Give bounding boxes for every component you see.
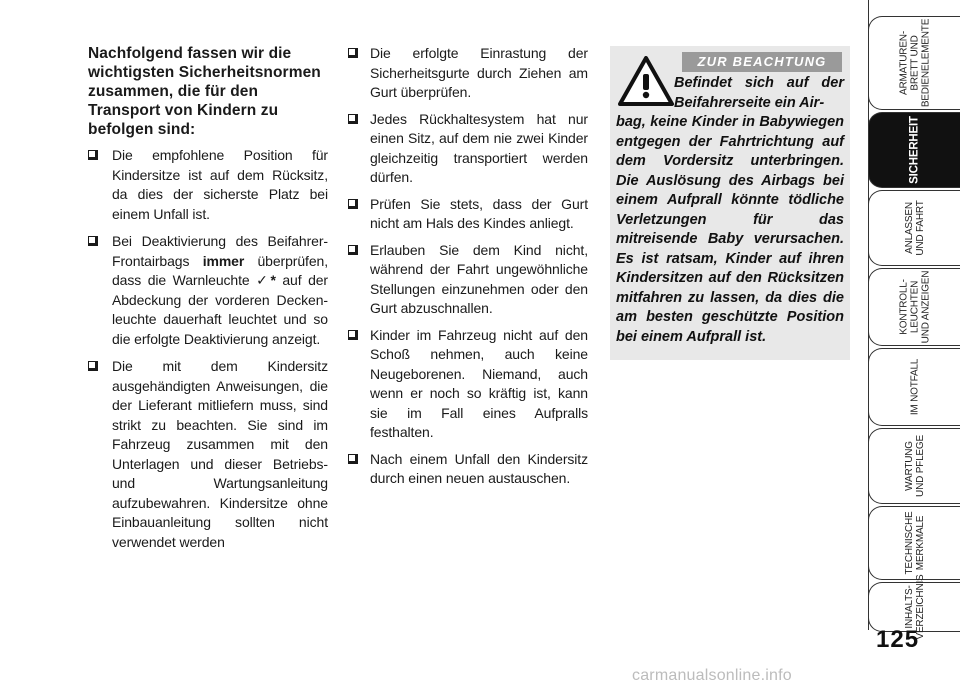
airbag-off-warning-light-icon: ✓* <box>256 272 276 288</box>
item-text: Kinder im Fahrzeug nicht auf den Schoß nehmen, auch keine Neugeborenen. Niemand, auch wenn er noch so kräftig ist, kann sie im Fall eines Aufpralls festhalten. <box>370 326 588 440</box>
list-item <box>348 110 588 188</box>
watermark: carmanualsonline.info <box>632 667 792 684</box>
chapter-tab-label: ARMATUREN- BRETT UND BEDIENELEMENTE <box>898 18 932 108</box>
checkbox-bullet-icon <box>348 199 358 209</box>
warning-body: bag, keine Kinder in Babywiegen entgegen der Fahrtrichtung auf dem Vordersitz unterbringen. Die Auslösung des Airbags bei einem Aufprall könnte tödliche Verletzungen für das mitreisende Baby verursachen. Es ist ratsam, Kinder auf ihren Kindersitzen auf den Rücksitzen mitfahren zu lassen, da dies die am besten geschützte Position bei einem Aufprall ist. <box>616 114 844 345</box>
chapter-tab-3[interactable] <box>868 268 960 346</box>
checkbox-bullet-icon <box>348 114 358 124</box>
chapter-tab-label: ANLASSEN UND FAHRT <box>904 200 926 256</box>
item-text: Die empfohlene Position für Kindersitze ist auf dem Rücksitz, da dies der sicherste Platz bei einem Unfall ist. <box>112 147 328 222</box>
item-text-mid: überprüfen, dass die Warnleuchte <box>112 252 329 288</box>
checkbox-bullet-icon <box>348 48 358 58</box>
list-item <box>348 326 588 443</box>
list-item <box>88 357 328 552</box>
list-item <box>348 241 588 319</box>
chapter-tab-label: KONTROLL- LEUCHTEN UND ANZEIGEN <box>898 270 932 344</box>
chapter-tab-1[interactable] <box>868 112 960 188</box>
chapter-tab-label: TECHNISCHE MERKMALE <box>904 511 926 575</box>
list-item <box>348 450 588 489</box>
item-text-pre: Bei Deaktivierung des Beifahrer-Frontairbags <box>112 233 328 269</box>
list-item <box>348 44 588 103</box>
chapter-tab-4[interactable] <box>868 348 960 426</box>
chapter-tab-label: IM NOTFALL <box>909 358 921 416</box>
left-column <box>88 44 328 560</box>
item-text: Jedes Rückhaltesystem hat nur einen Sitz, auf dem nie zwei Kinder gleichzeitig transportiert werden dürfen. <box>370 110 588 185</box>
chapter-tab-6[interactable] <box>868 506 960 580</box>
warning-box <box>610 46 850 360</box>
checkbox-bullet-icon <box>88 150 98 160</box>
chapter-sidebar <box>868 0 960 692</box>
checkbox-bullet-icon <box>88 236 98 246</box>
page-number: 125 <box>876 626 920 653</box>
item-text: Nach einem Unfall den Kindersitz durch einen neuen austauschen. <box>370 450 588 486</box>
chapter-tab-label: WARTUNG UND PFLEGE <box>904 435 926 497</box>
chapter-tab-2[interactable] <box>868 190 960 266</box>
warning-label: ZUR BEACHTUNG <box>682 52 842 72</box>
chapter-tab-5[interactable] <box>868 428 960 504</box>
list-item <box>88 232 328 349</box>
chapter-tab-label: SICHERHEIT <box>908 116 921 184</box>
item-text-emphasis: immer <box>202 252 245 269</box>
checkbox-bullet-icon <box>348 454 358 464</box>
list-item <box>88 146 328 224</box>
item-text: Die mit dem Kindersitz ausgehändigten Anweisungen, die der Lieferant mitliefern muss, sind strikt zu beachten. Sie sind im Fahrzeug zusammen mit den Unterlagen und dieser Betriebs- und Wartungsanleitung aufzubewahren. Kindersitze ohne Einbauanleitung sollten nicht verwendet werden <box>112 358 328 550</box>
warning-text <box>616 74 844 347</box>
chapter-tab-label: INHALTS- VERZEICHNIS <box>904 574 926 640</box>
middle-column <box>348 44 588 496</box>
checkbox-bullet-icon <box>88 361 98 371</box>
warning-intro: Befindet sich auf der Beifahrerseite ein Air- <box>674 75 844 111</box>
section-heading: Nachfolgend fassen wir die wichtigsten Sicherheitsnormen zusammen, die für den Transport von Kindern zu befolgen sind: <box>88 45 321 138</box>
item-text: Prüfen Sie stets, dass der Gurt nicht am Hals des Kindes anliegt. <box>370 195 588 231</box>
list-item <box>348 195 588 234</box>
checkbox-bullet-icon <box>348 330 358 340</box>
chapter-tab-0[interactable] <box>868 16 960 110</box>
checkbox-bullet-icon <box>348 245 358 255</box>
item-text-post: auf der Abdeckung der vorderen Decken-leuchte dauerhaft leuchtet und so die erfolgte Deaktivierung anzeigt. <box>112 272 328 347</box>
item-text: Erlauben Sie dem Kind nicht, während der Fahrt ungewöhnliche Stellungen einzunehmen oder den Gurt abzuschnallen. <box>370 241 588 316</box>
item-text: Die erfolgte Einrastung der Sicherheitsgurte durch Ziehen am Gurt überprüfen. <box>370 45 588 100</box>
